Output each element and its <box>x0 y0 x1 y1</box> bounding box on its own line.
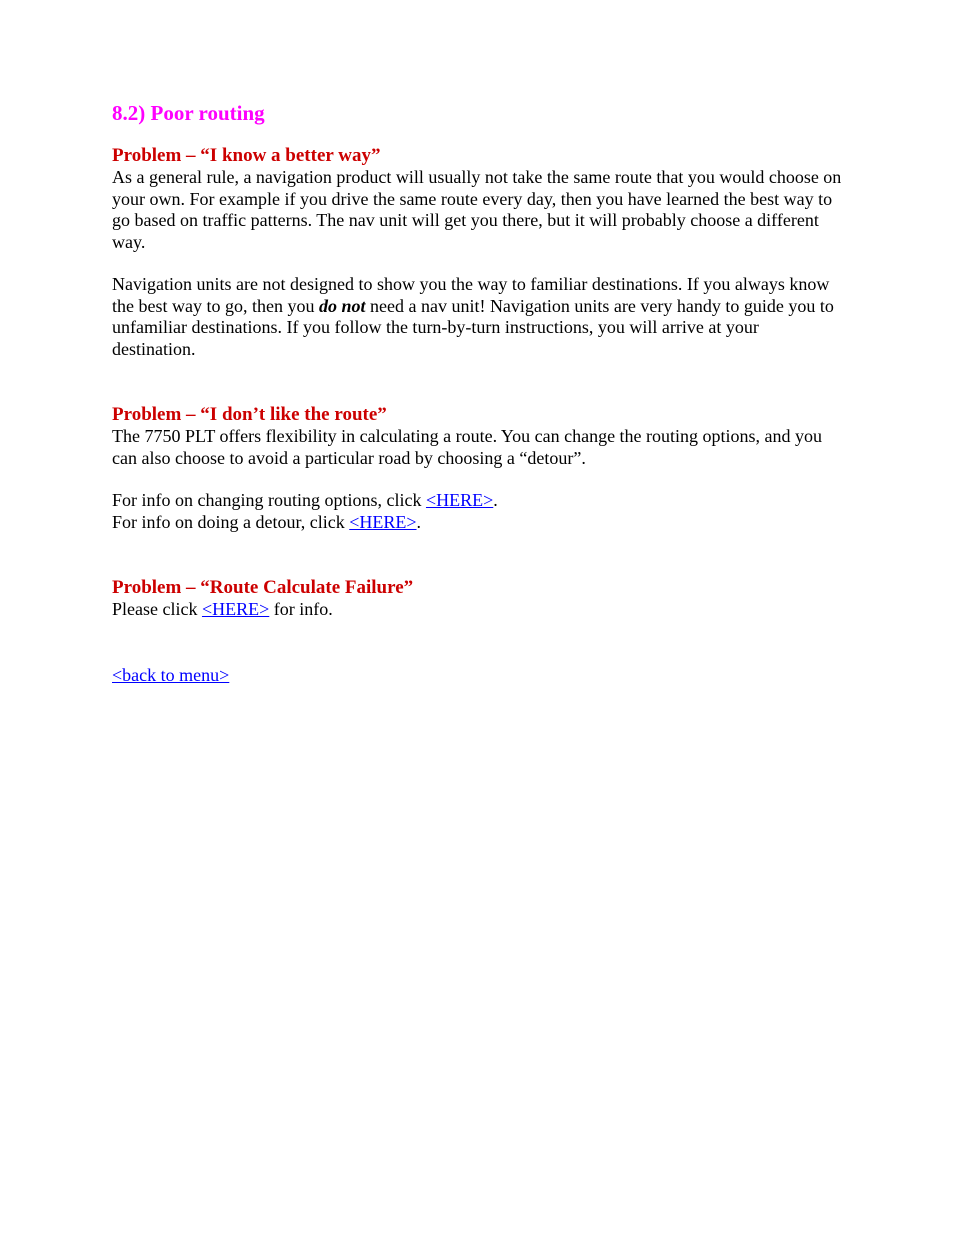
calculate-failure-line <box>112 599 842 621</box>
calculate-failure-here-link[interactable]: <HERE> <box>201 599 270 619</box>
line-text: . <box>416 511 422 532</box>
paragraph-text: need a nav unit! Navigation units are very handy to guide you to unfamiliar destinations. If you follow the turn-by-turn instructions, you will arrive at your destination. <box>112 295 834 359</box>
line-text: Please click <box>112 599 202 619</box>
document-page <box>112 100 842 686</box>
spacer <box>112 126 842 145</box>
routing-options-line <box>112 490 842 512</box>
spacer <box>112 253 842 274</box>
line-text: for info. <box>269 599 333 619</box>
problem-heading-better-way: Problem – “I know a better way” <box>112 145 381 166</box>
detour-here-link[interactable]: <HERE> <box>349 511 417 532</box>
spacer <box>112 533 842 577</box>
back-to-menu-link[interactable]: <back to menu> <box>112 664 230 685</box>
better-way-paragraph-2 <box>112 274 842 360</box>
better-way-paragraph-1: As a general rule, a navigation product will usually not take the same route that you would choose on your own. For example if you drive the same route every day, then you have learned the best way to go based on traffic patterns. The nav unit will get you there, but it will probably choose a different way. <box>112 167 842 252</box>
problem-heading-calculate-failure: Problem – “Route Calculate Failure” <box>112 577 414 598</box>
spacer <box>112 621 842 665</box>
spacer <box>112 360 842 404</box>
detour-line <box>112 512 842 534</box>
dont-like-route-paragraph: The 7750 PLT offers flexibility in calculating a route. You can change the routing options, and you can also choose to avoid a particular road by choosing a “detour”. <box>112 426 823 468</box>
routing-options-here-link[interactable]: <HERE> <box>425 490 494 510</box>
line-text: For info on changing routing options, click <box>112 490 426 510</box>
emphasis-text: do not <box>318 295 366 316</box>
line-text: . <box>493 490 498 510</box>
back-to-menu-line <box>112 665 842 687</box>
problem-heading-dont-like-route: Problem – “I don’t like the route” <box>112 404 387 425</box>
paragraph-text: Navigation units are not designed to show you the way to familiar destinations. If you always know the best way to go, then you <box>112 274 830 316</box>
line-text: For info on doing a detour, click <box>112 511 350 532</box>
spacer <box>112 469 842 490</box>
section-title: 8.2) Poor routing <box>112 101 265 125</box>
